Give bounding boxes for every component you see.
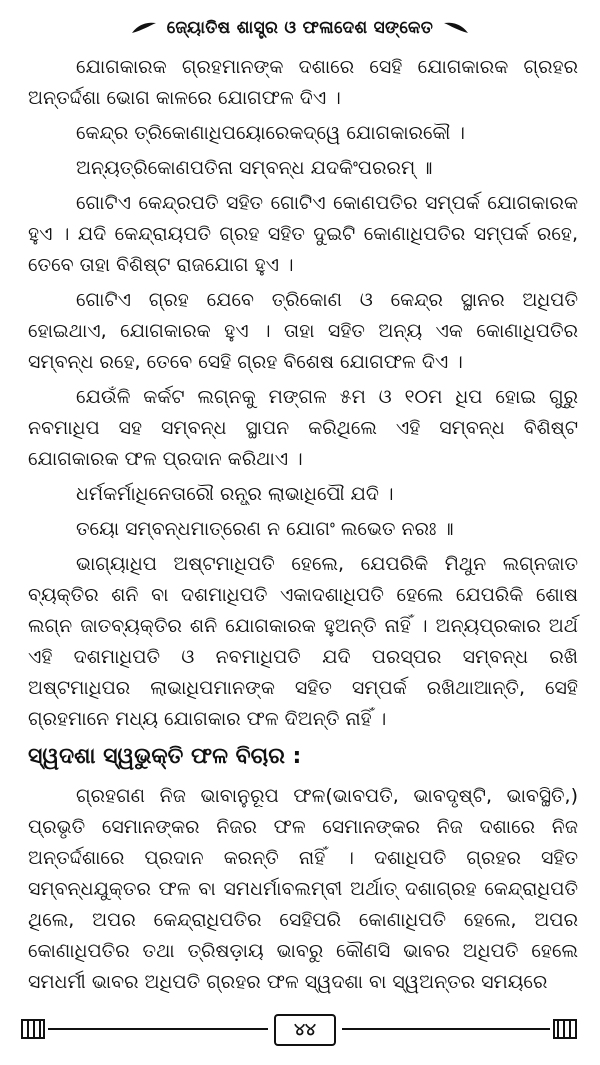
verse-line-1: କେନ୍ଦ୍ର ତ୍ରିକୋଣାଧିପୟୋରେକଦ୍ୱେ ଯୋଗକାରକୌ । (76, 122, 465, 144)
quill-left-icon (131, 21, 157, 35)
paragraph-4: ଯେଉଁଳି କର୍କଟ ଲଗ୍ନକୁ ମଙ୍ଗଳ ୫ମ ଓ ୧୦ମ ଧିପ ହୋଇ ଗୁରୁ ନବମାଧିପ ସହ ସମ୍ବନ୍ଧ ସ୍ଥାପନ କରିଥିଲେ ଏହି ସମ୍ବନ୍ଧ ବିଶିଷ୍ଟ ଯୋଗକାରକ ଫଳ ପ୍ରଦାନ କରିଥାଏ । (28, 386, 578, 470)
paragraph-6: ଗ୍ରହଗଣ ନିଜ ଭାବାନୁରୂପ ଫଳ(ଭାବପତି, ଭାବଦୃଷ୍ଟି, ଭାବସ୍ଥିତି,) ପ୍ରଭୃତି ସେମାନଙ୍କର ନିଜର ଫଳ ସେମାନଙ୍କର ନିଜ ଦଶାରେ ନିଜ ଅନ୍ତର୍ଦ୍ଦଶାରେ ପ୍ରଦାନ କରନ୍ତି ନାହିଁ । ଦଶାଧିପତି ଗ୍ରହର ସହିତ ସମ୍ବନ୍ଧଯୁକ୍ତର ଫଳ ବା ସମଧର୍ମାବଲମ୍ବୀ ଅର୍ଥାତ୍ ଦଶାଗ୍ରହ କେନ୍ଦ୍ରାଧିପତି ଥିଲେ, ଅପର କେନ୍ଦ୍ରାଧିପତିର ସେହିପରି କୋଣାଧିପତି ହେଲେ, ଅପର କୋଣାଧିପତିର ତଥା ତ୍ରିଷଡ଼ାୟ ଭାବରୁ କୌଣସି ଭାବର ଅଧିପତି ହେଲେ ସମଧର୍ମୀ ଭାବର ଅଧିପତି ଗ୍ରହର ଫଳ ସ୍ୱଦଶା ବା ସ୍ୱଅନ୍ତର ସମୟରେ (28, 785, 578, 993)
section-heading: ସ୍ୱଦଶା ସ୍ୱଭୁକ୍ତି ଫଳ ବିଚାର : (28, 744, 302, 769)
verse-line-4: ତୟୋ ସମ୍ବନ୍ଧମାତ୍ରେଣ ନ ଯୋଗଂ ଲଭେତ ନରଃ ॥ (76, 518, 454, 540)
header-title: ଜ୍ୟୋତିଷ ଶାସ୍ତ୍ର ଓ ଫଳାଦେଶ ସଙ୍କେତ (166, 18, 434, 38)
footer-rule-right (342, 1028, 550, 1030)
running-header (0, 8, 600, 48)
page-footer (20, 1012, 580, 1046)
paragraph-3: ଗୋଟିଏ ଗ୍ରହ ଯେବେ ତ୍ରିକୋଣ ଓ କେନ୍ଦ୍ର ସ୍ଥାନର ଅଧିପତି ହୋଇଥାଏ, ଯୋଗକାରକ ହୁଏ । ତାହା ସହିତ ଅନ୍ୟ ଏକ କୋଣାଧିପତିର ସମ୍ବନ୍ଧ ରହେ, ତେବେ ସେହି ଗ୍ରହ ବିଶେଷ ଯୋଗଫଳ ଦିଏ । (28, 289, 578, 373)
footer-rule-left (48, 1028, 268, 1030)
page-number: ୪୪ (274, 1014, 336, 1046)
verse-line-2: ଅନ୍ୟତ୍ରିକୋଣପତିନା ସମ୍ବନ୍ଧ ଯଦକିଂପରରମ୍ ॥ (76, 157, 433, 179)
paragraph-1: ଯୋଗକାରକ ଗ୍ରହମାନଙ୍କ ଦଶାରେ ସେହି ଯୋଗକାରକ ଗ୍ରହର ଅନ୍ତର୍ଦ୍ଦଶା ଭୋଗ କାଳରେ ଯୋଗଫଳ ଦିଏ । (28, 56, 578, 109)
page-body (28, 52, 578, 1002)
quill-right-icon (443, 21, 469, 35)
ornament-right-icon (552, 1016, 578, 1042)
ornament-left-icon (20, 1016, 46, 1042)
paragraph-5: ଭାଗ୍ୟାଧିପ ଅଷ୍ଟମାଧିପତି ହେଲେ, ଯେପରିକି ମିଥୁନ ଲଗ୍ନଜାତ ବ୍ୟକ୍ତିର ଶନି ବା ଦଶମାଧିପତି ଏକାଦଶାଧିପତି ହେଲେ ଯେପରିକି ଶୋଷ ଲଗ୍ନ ଜାତବ୍ୟକ୍ତିର ଶନି ଯୋଗକାରକ ହୁଅନ୍ତି ନାହିଁ । ଅନ୍ୟପ୍ରକାର ଅର୍ଥ ଏହି ଦଶମାଧିପତି ଓ ନବମାଧିପତି ଯଦି ପରସ୍ପର ସମ୍ବନ୍ଧ ରଖି ଅଷ୍ଟମାଧିପର ଲାଭାଧିପମାନଙ୍କ ସହିତ ସମ୍ପର୍କ ରଖିଥାଆନ୍ତି, ସେହି ଗ୍ରହମାନେ ମଧ୍ୟ ଯୋଗକାର ଫଳ ଦିଅନ୍ତି ନାହିଁ । (28, 553, 578, 730)
paragraph-2: ଗୋଟିଏ କେନ୍ଦ୍ରପତି ସହିତ ଗୋଟିଏ କୋଣପତିର ସମ୍ପର୍କ ଯୋଗକାରକ ହୁଏ । ଯଦି କେନ୍ଦ୍ରାୟପତି ଗ୍ରହ ସହିତ ଦୁଇଟି କୋଣାଧିପତିର ସମ୍ପର୍କ ରହେ, ତେବେ ତାହା ବିଶିଷ୍ଟ ରାଜଯୋଗ ହୁଏ । (28, 192, 578, 276)
verse-line-3: ଧର୍ମକର୍ମାଧିନେତାରୌ ରନ୍ଧ୍ର ଲାଭାଧିପୌ ଯଦି । (76, 483, 394, 505)
